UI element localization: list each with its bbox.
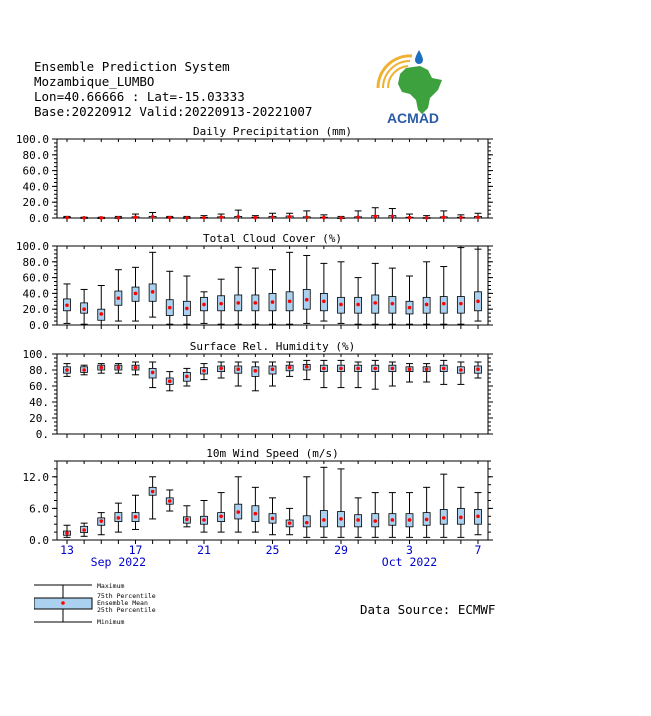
plot-title: 10m Wind Speed (m/s) xyxy=(206,447,339,460)
mean-marker xyxy=(65,303,69,307)
x-tick-label: 13 xyxy=(60,543,74,557)
mean-marker xyxy=(236,301,240,305)
plot-title: Total Cloud Cover (%) xyxy=(202,232,343,245)
mean-marker xyxy=(373,519,377,523)
mean-marker xyxy=(442,367,446,371)
mean-marker xyxy=(322,300,326,304)
mean-marker xyxy=(373,215,377,219)
y-tick-label: 100.0 xyxy=(15,133,49,146)
x-month-label: Oct 2022 xyxy=(381,555,438,569)
mean-marker xyxy=(391,367,395,371)
legend-minimum: Minimum xyxy=(97,618,125,626)
legend-mean-marker xyxy=(61,601,65,605)
mean-marker xyxy=(339,303,343,307)
mean-marker xyxy=(271,300,275,304)
mean-marker xyxy=(373,367,377,371)
header-dates: Base:20220912 Valid:20220913-20221007 xyxy=(34,104,313,119)
mean-marker xyxy=(236,510,240,514)
mean-marker xyxy=(271,215,275,219)
mean-marker xyxy=(459,516,463,520)
mean-marker xyxy=(219,302,223,306)
mean-marker xyxy=(305,365,309,369)
mean-marker xyxy=(65,531,69,535)
mean-marker xyxy=(391,302,395,306)
mean-marker xyxy=(117,516,121,520)
mean-marker xyxy=(425,518,429,522)
mean-marker xyxy=(117,366,121,370)
y-tick-label: 40. xyxy=(29,396,49,409)
mean-marker xyxy=(236,367,240,371)
mean-marker xyxy=(134,292,138,296)
mean-marker xyxy=(99,519,103,523)
mean-marker xyxy=(168,306,172,310)
mean-marker xyxy=(202,369,206,373)
mean-marker xyxy=(425,367,429,371)
mean-marker xyxy=(271,517,275,521)
mean-marker xyxy=(476,515,480,519)
plot-title: Daily Precipitation (mm) xyxy=(193,125,352,138)
header-system: Ensemble Prediction System xyxy=(34,59,230,74)
mean-marker xyxy=(236,215,240,219)
legend-mean: Ensemble Mean xyxy=(97,599,148,607)
mean-marker xyxy=(82,216,86,220)
mean-marker xyxy=(168,499,172,503)
mean-marker xyxy=(408,306,412,310)
mean-marker xyxy=(99,366,103,370)
mean-marker xyxy=(99,312,103,316)
mean-marker xyxy=(408,216,412,220)
y-tick-label: 0.0 xyxy=(29,534,49,547)
mean-marker xyxy=(151,215,155,219)
x-tick-label: 29 xyxy=(334,543,348,557)
mean-marker xyxy=(134,215,138,219)
mean-marker xyxy=(254,369,258,373)
y-tick-label: 20. xyxy=(29,412,49,425)
legend-p25: 25th Percentile xyxy=(97,606,156,614)
mean-marker xyxy=(476,367,480,371)
mean-marker xyxy=(219,515,223,519)
data-source: Data Source: ECMWF xyxy=(360,602,496,617)
mean-marker xyxy=(134,366,138,370)
legend xyxy=(34,582,194,626)
mean-marker xyxy=(202,216,206,220)
mean-marker xyxy=(459,302,463,306)
y-tick-label: 40.0 xyxy=(22,180,49,194)
mean-marker xyxy=(425,303,429,307)
mean-marker xyxy=(322,367,326,371)
mean-marker xyxy=(151,290,155,294)
y-tick-label: 100. xyxy=(22,348,49,361)
y-tick-label: 40.0 xyxy=(22,287,49,301)
y-tick-label: 80.0 xyxy=(22,148,49,162)
mean-marker xyxy=(356,215,360,219)
mean-marker xyxy=(408,367,412,371)
mean-marker xyxy=(219,215,223,219)
x-tick-label: 17 xyxy=(128,543,143,557)
mean-marker xyxy=(254,512,258,516)
mean-marker xyxy=(288,300,292,304)
mean-marker xyxy=(356,303,360,307)
mean-marker xyxy=(151,371,155,375)
mean-marker xyxy=(254,216,258,220)
header-location: Mozambique_LUMBO xyxy=(34,74,155,89)
y-tick-label: 80.0 xyxy=(22,255,49,269)
mean-marker xyxy=(373,301,377,305)
logo-text: ACMAD xyxy=(386,110,440,126)
mean-marker xyxy=(185,518,189,522)
plot-frame xyxy=(57,139,488,218)
mean-marker xyxy=(117,216,121,220)
mean-marker xyxy=(305,298,309,302)
mean-marker xyxy=(391,215,395,219)
mean-marker xyxy=(459,368,463,372)
y-tick-label: 100.0 xyxy=(15,240,49,253)
mean-marker xyxy=(442,302,446,306)
x-month-label: Sep 2022 xyxy=(90,555,147,569)
mean-marker xyxy=(476,300,480,304)
x-tick-label: 25 xyxy=(265,543,280,557)
y-tick-label: 6.0 xyxy=(29,502,49,516)
mean-marker xyxy=(288,366,292,370)
mean-marker xyxy=(339,367,343,371)
plot-title: Surface Rel. Humidity (%) xyxy=(189,340,356,353)
mean-marker xyxy=(82,307,86,311)
legend-p75: 75th Percentile xyxy=(97,592,156,600)
mean-marker xyxy=(305,521,309,525)
mean-marker xyxy=(288,521,292,525)
mean-marker xyxy=(65,368,69,372)
y-tick-label: 0.0 xyxy=(29,212,49,225)
mean-marker xyxy=(117,296,121,300)
mean-marker xyxy=(168,216,172,220)
mean-marker xyxy=(99,216,103,220)
mean-marker xyxy=(219,367,223,371)
mean-marker xyxy=(271,367,275,371)
mean-marker xyxy=(185,216,189,220)
y-tick-label: 12.0 xyxy=(22,470,49,484)
mean-marker xyxy=(425,216,429,220)
mean-marker xyxy=(476,215,480,219)
mean-marker xyxy=(134,515,138,519)
y-tick-label: 0. xyxy=(35,428,49,441)
x-tick-label: 7 xyxy=(474,543,482,557)
mean-marker xyxy=(339,216,343,220)
x-tick-label: 21 xyxy=(197,543,211,557)
y-tick-label: 20.0 xyxy=(22,196,49,210)
mean-marker xyxy=(322,216,326,220)
mean-marker xyxy=(65,216,69,220)
y-tick-label: 60. xyxy=(29,380,49,393)
mean-marker xyxy=(288,215,292,219)
mean-marker xyxy=(82,528,86,532)
mean-marker xyxy=(339,517,343,521)
legend-maximum: Maximum xyxy=(97,582,125,590)
y-tick-label: 20.0 xyxy=(22,303,49,317)
mean-marker xyxy=(459,216,463,220)
mean-marker xyxy=(202,518,206,522)
mean-marker xyxy=(151,490,155,494)
mean-marker xyxy=(391,518,395,522)
y-tick-label: 0.0 xyxy=(29,319,49,332)
mean-marker xyxy=(442,215,446,219)
y-tick-label: 60.0 xyxy=(22,271,49,285)
mean-marker xyxy=(202,303,206,307)
x-tick-label: 3 xyxy=(406,543,413,557)
mean-marker xyxy=(168,379,172,383)
mean-marker xyxy=(356,518,360,522)
mean-marker xyxy=(185,375,189,379)
mean-marker xyxy=(185,307,189,311)
header-coordinates: Lon=40.66666 : Lat=-15.03333 xyxy=(34,89,245,104)
y-tick-label: 80. xyxy=(29,364,49,377)
mean-marker xyxy=(408,518,412,522)
mean-marker xyxy=(82,368,86,372)
mean-marker xyxy=(356,367,360,371)
mean-marker xyxy=(305,215,309,219)
mean-marker xyxy=(442,516,446,520)
mean-marker xyxy=(322,518,326,522)
mean-marker xyxy=(254,301,258,305)
y-tick-label: 60.0 xyxy=(22,164,49,178)
